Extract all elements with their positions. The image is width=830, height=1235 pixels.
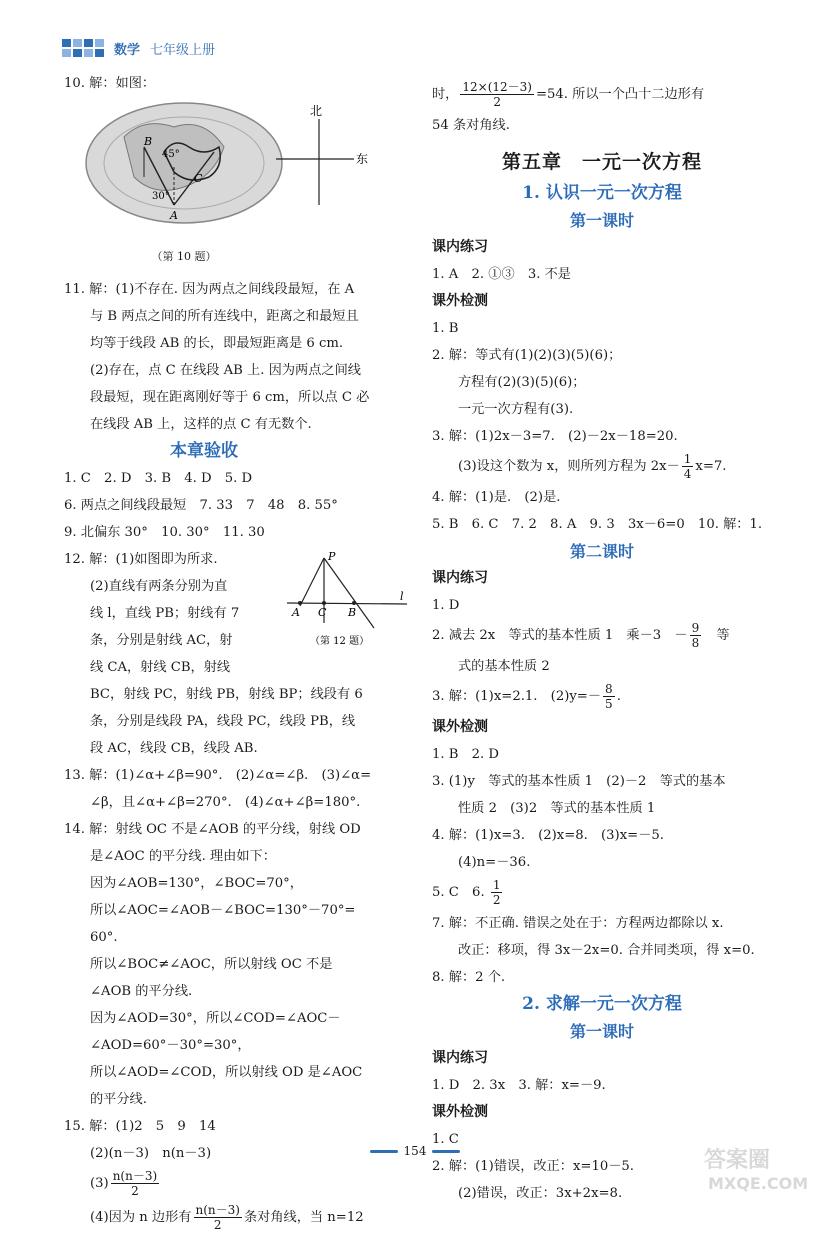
section-2-title: 2. 求解一元一次方程: [522, 994, 682, 1014]
left-column: [64, 70, 404, 1235]
caption-10: （第 10 题）: [151, 250, 217, 263]
answer-line: [432, 876, 772, 910]
svg-text:答案圈: 答案圈: [704, 1148, 771, 1173]
answer-line: 2. 解：等式有(1)(2)(3)(5)(6)；: [432, 348, 622, 363]
in-class-heading: 课内练习: [432, 570, 488, 586]
q14-line: ∠AOB 的平分线.: [90, 984, 193, 999]
angle45-label: 45°: [162, 149, 180, 160]
answer-line: [432, 450, 772, 484]
watermark-logo: [700, 1135, 820, 1195]
numerator: 8: [605, 682, 613, 696]
answer-line: 1. C: [432, 1132, 459, 1147]
q13-line: 13. 解：(1)∠α+∠β=90°. (2)∠α=∠β. (3)∠α=: [64, 768, 372, 783]
q14-line: 所以∠BOC≠∠AOC，所以射线 OC 不是: [90, 957, 333, 972]
top-line1: [432, 78, 772, 112]
point-B: B: [348, 606, 357, 619]
answer-line: 3. (1)y 等式的基本性质 1 (2)－2 等式的基本: [432, 774, 726, 789]
q15-l4-prefix: (4)因为 n 边形有: [90, 1210, 192, 1225]
angle30-label: 30°: [152, 191, 170, 202]
answer-line: 1. B: [432, 321, 459, 336]
fraction: [603, 682, 615, 711]
after-class-heading: 课外检测: [432, 293, 488, 309]
kw2-5-prefix: 5. C 6.: [432, 885, 489, 900]
denominator: 2: [213, 1218, 222, 1232]
q14-line: 14. 解：射线 OC 不是∠AOB 的平分线，射线 OD: [64, 822, 361, 837]
east-label: 东: [356, 152, 369, 166]
section-title: 本章验收: [170, 441, 238, 461]
answer-line: 1. B 2. D: [432, 747, 499, 762]
footer-decoration: [370, 1150, 398, 1153]
top1-prefix: 时，: [432, 87, 459, 102]
kn2-2-suffix: 等: [703, 628, 730, 643]
q11-line: 11. 解：(1)不存在. 因为两点之间线段最短，在 A: [64, 282, 355, 297]
answer-line: [432, 680, 772, 714]
q12-line: BC，射线 PC，射线 PB，射线 BP；线段有 6: [90, 687, 363, 702]
q12-line: 12. 解：(1)如图即为所求.: [64, 552, 218, 567]
q14-line: 60°.: [90, 930, 118, 945]
point-B: B: [144, 135, 153, 148]
north-label: 北: [310, 104, 323, 118]
numerator: 1: [492, 878, 501, 892]
answer-line: 7. 解：不正确. 错误之处在于：方程两边都除以 x.: [432, 916, 724, 931]
q15-line3: [64, 1167, 404, 1201]
right-column: [432, 78, 772, 1207]
denominator: 2: [492, 893, 501, 907]
answer-line: 一元一次方程有(3).: [458, 402, 574, 417]
q15-l4-suffix: 条对角线，当 n=12: [243, 1210, 364, 1225]
q11: [64, 276, 404, 438]
answer-line: 式的基本性质 2: [458, 659, 550, 674]
q12-line: 线 CA，射线 CB，射线: [90, 660, 231, 675]
kn2-2-prefix: 2. 减去 2x 等式的基本性质 1 乘－3 －: [432, 628, 688, 643]
numerator: 12×(12－3): [462, 80, 532, 94]
footer-decoration: [432, 1150, 460, 1153]
fraction: [690, 621, 702, 650]
kw3b-prefix: (3)设这个数为 x，则所列方程为 2x－: [458, 459, 680, 474]
q13-line: ∠β，且∠α+∠β=270°. (4)∠α+∠β=180°.: [90, 795, 361, 810]
answer-line: 4. 解：(1)x=3. (2)x=8. (3)x=－5.: [432, 828, 664, 843]
q14-line: 因为∠AOD=30°，所以∠COD=∠AOC－: [90, 1011, 341, 1026]
answer-line: (4)n=－36.: [458, 855, 531, 870]
answer-line: (2)错误，改正：3x+2x=8.: [458, 1186, 623, 1201]
numerator: n(n－3): [112, 1169, 158, 1183]
in-class-heading: 课内练习: [432, 1050, 488, 1066]
q12: [64, 546, 404, 762]
answer-line: 1. D 2. 3x 3. 解：x=－9.: [432, 1078, 606, 1093]
header-subject: 数学: [114, 42, 141, 58]
page-header: [62, 36, 215, 60]
answer-line: 3. 解：(1)2x－3=7. (2)－2x－18=20.: [432, 429, 678, 444]
denominator: 8: [691, 636, 700, 650]
q14-line: ∠AOD=60°－30°=30°，: [90, 1038, 251, 1053]
q15-line4: [64, 1201, 404, 1235]
caption-12: （第 12 题）: [310, 636, 370, 647]
point-A: A: [292, 606, 300, 619]
answer-line: 1. D: [432, 598, 460, 613]
numerator: 9: [691, 621, 700, 635]
top-line2: 54 条对角线.: [432, 118, 510, 133]
q12-line: 条，分别是线段 PA，线段 PC，线段 PB，线: [90, 714, 356, 729]
q11-line: 段最短，现在距离刚好等于 6 cm，所以点 C 必: [90, 390, 370, 405]
header-grade: 七年级上册: [150, 42, 216, 58]
kw3b-suffix: x=7.: [695, 459, 727, 474]
answer-line: 4. 解：(1)是. (2)是.: [432, 490, 561, 505]
q15-l3-prefix: (3): [90, 1176, 109, 1191]
q12-line: 段 AC，线段 CB，线段 AB.: [90, 741, 258, 756]
q11-line: 均等于线段 AB 的长，即最短距离是 6 cm.: [90, 336, 344, 351]
denominator: 5: [605, 697, 613, 711]
q14-line: 所以∠AOC=∠AOB－∠BOC=130°－70°=: [90, 903, 356, 918]
point-C: C: [194, 172, 203, 185]
answer-line: 改正：移项，得 3x－2x=0. 合并同类项，得 x=0.: [458, 943, 755, 958]
fraction: [460, 80, 534, 109]
kn2-3-suffix: .: [616, 689, 621, 704]
after-class-heading: 课外检测: [432, 719, 488, 735]
fraction: [491, 878, 503, 907]
answer-line: 性质 2 (3)2 等式的基本性质 1: [458, 801, 656, 816]
kn2-3-prefix: 3. 解：(1)x=2.1. (2)y=－: [432, 689, 602, 704]
figure-12: [282, 548, 412, 648]
q14-line: 是∠AOC 的平分线. 理由如下：: [90, 849, 276, 864]
header-logo-icon: [62, 39, 104, 57]
answer-line: [432, 619, 772, 653]
answers-6-8: 6. 两点之间线段最短 7. 33 7 48 8. 55°: [64, 498, 338, 513]
q10: 10. 解：如图：: [64, 76, 156, 91]
q12-line: (2)直线有两条分别为直: [90, 579, 228, 594]
point-P: P: [328, 550, 336, 563]
q15-line: 15. 解：(1)2 5 9 14: [64, 1119, 216, 1134]
answer-line: 8. 解：2 个.: [432, 970, 506, 985]
section-1-title: 1. 认识一元一次方程: [522, 183, 682, 203]
q14-line: 所以∠AOD=∠COD，所以射线 OD 是∠AOC: [90, 1065, 363, 1080]
point-C: C: [318, 606, 327, 619]
lesson-1-title: 第一课时: [569, 211, 634, 230]
q11-line: 在线段 AB 上，这样的点 C 有无数个.: [90, 417, 312, 432]
figure-10: [64, 97, 404, 245]
answers-9-11: 9. 北偏东 30° 10. 30° 11. 30: [64, 525, 265, 540]
q11-line: 与 B 两点之间的所有连线中，距离之和最短且: [90, 309, 359, 324]
answer-line: 1. A 2. ①③ 3. 不是: [432, 267, 571, 282]
q14-line: 的平分线.: [90, 1092, 147, 1107]
fraction: [682, 452, 694, 481]
denominator: 2: [493, 95, 501, 109]
q11-line: (2)存在，点 C 在线段 AB 上. 因为两点之间线: [90, 363, 361, 378]
answer-line: 方程有(2)(3)(5)(6)；: [458, 375, 586, 390]
answer-line: 2. 解：(1)错误，改正：x=10－5.: [432, 1159, 634, 1174]
lesson-3-title: 第一课时: [569, 1022, 634, 1041]
q14-line: 因为∠AOB=130°，∠BOC=70°，: [90, 876, 303, 891]
page-number: 154: [403, 1144, 427, 1158]
answers-1-5: 1. C 2. D 3. B 4. D 5. D: [64, 471, 253, 486]
chapter-title: 第五章 一元一次方程: [501, 151, 702, 173]
q15-line: (2)(n－3) n(n－3): [90, 1146, 212, 1161]
after-class-heading: 课外检测: [432, 1104, 488, 1120]
numerator: 1: [683, 452, 692, 466]
answer-line: 5. B 6. C 7. 2 8. A 9. 3 3x－6=0 10. 解：1.: [432, 517, 763, 532]
denominator: 2: [131, 1184, 139, 1198]
watermark-text: MXQE.COM: [708, 1174, 809, 1193]
numerator: n(n－3): [195, 1203, 240, 1217]
denominator: 4: [683, 467, 692, 481]
q12-line: 线 l，直线 PB；射线有 7: [90, 606, 240, 621]
top1-suffix: =54. 所以一个凸十二边形有: [535, 87, 705, 102]
globe-diagram: [64, 97, 404, 245]
lesson-2-title: 第二课时: [569, 542, 634, 561]
point-A: A: [170, 209, 178, 222]
fraction: [194, 1203, 242, 1232]
in-class-heading: 课内练习: [432, 239, 488, 255]
fraction: [111, 1169, 159, 1198]
q12-line: 条，分别是射线 AC，射: [90, 633, 233, 648]
line-l: l: [400, 590, 404, 603]
